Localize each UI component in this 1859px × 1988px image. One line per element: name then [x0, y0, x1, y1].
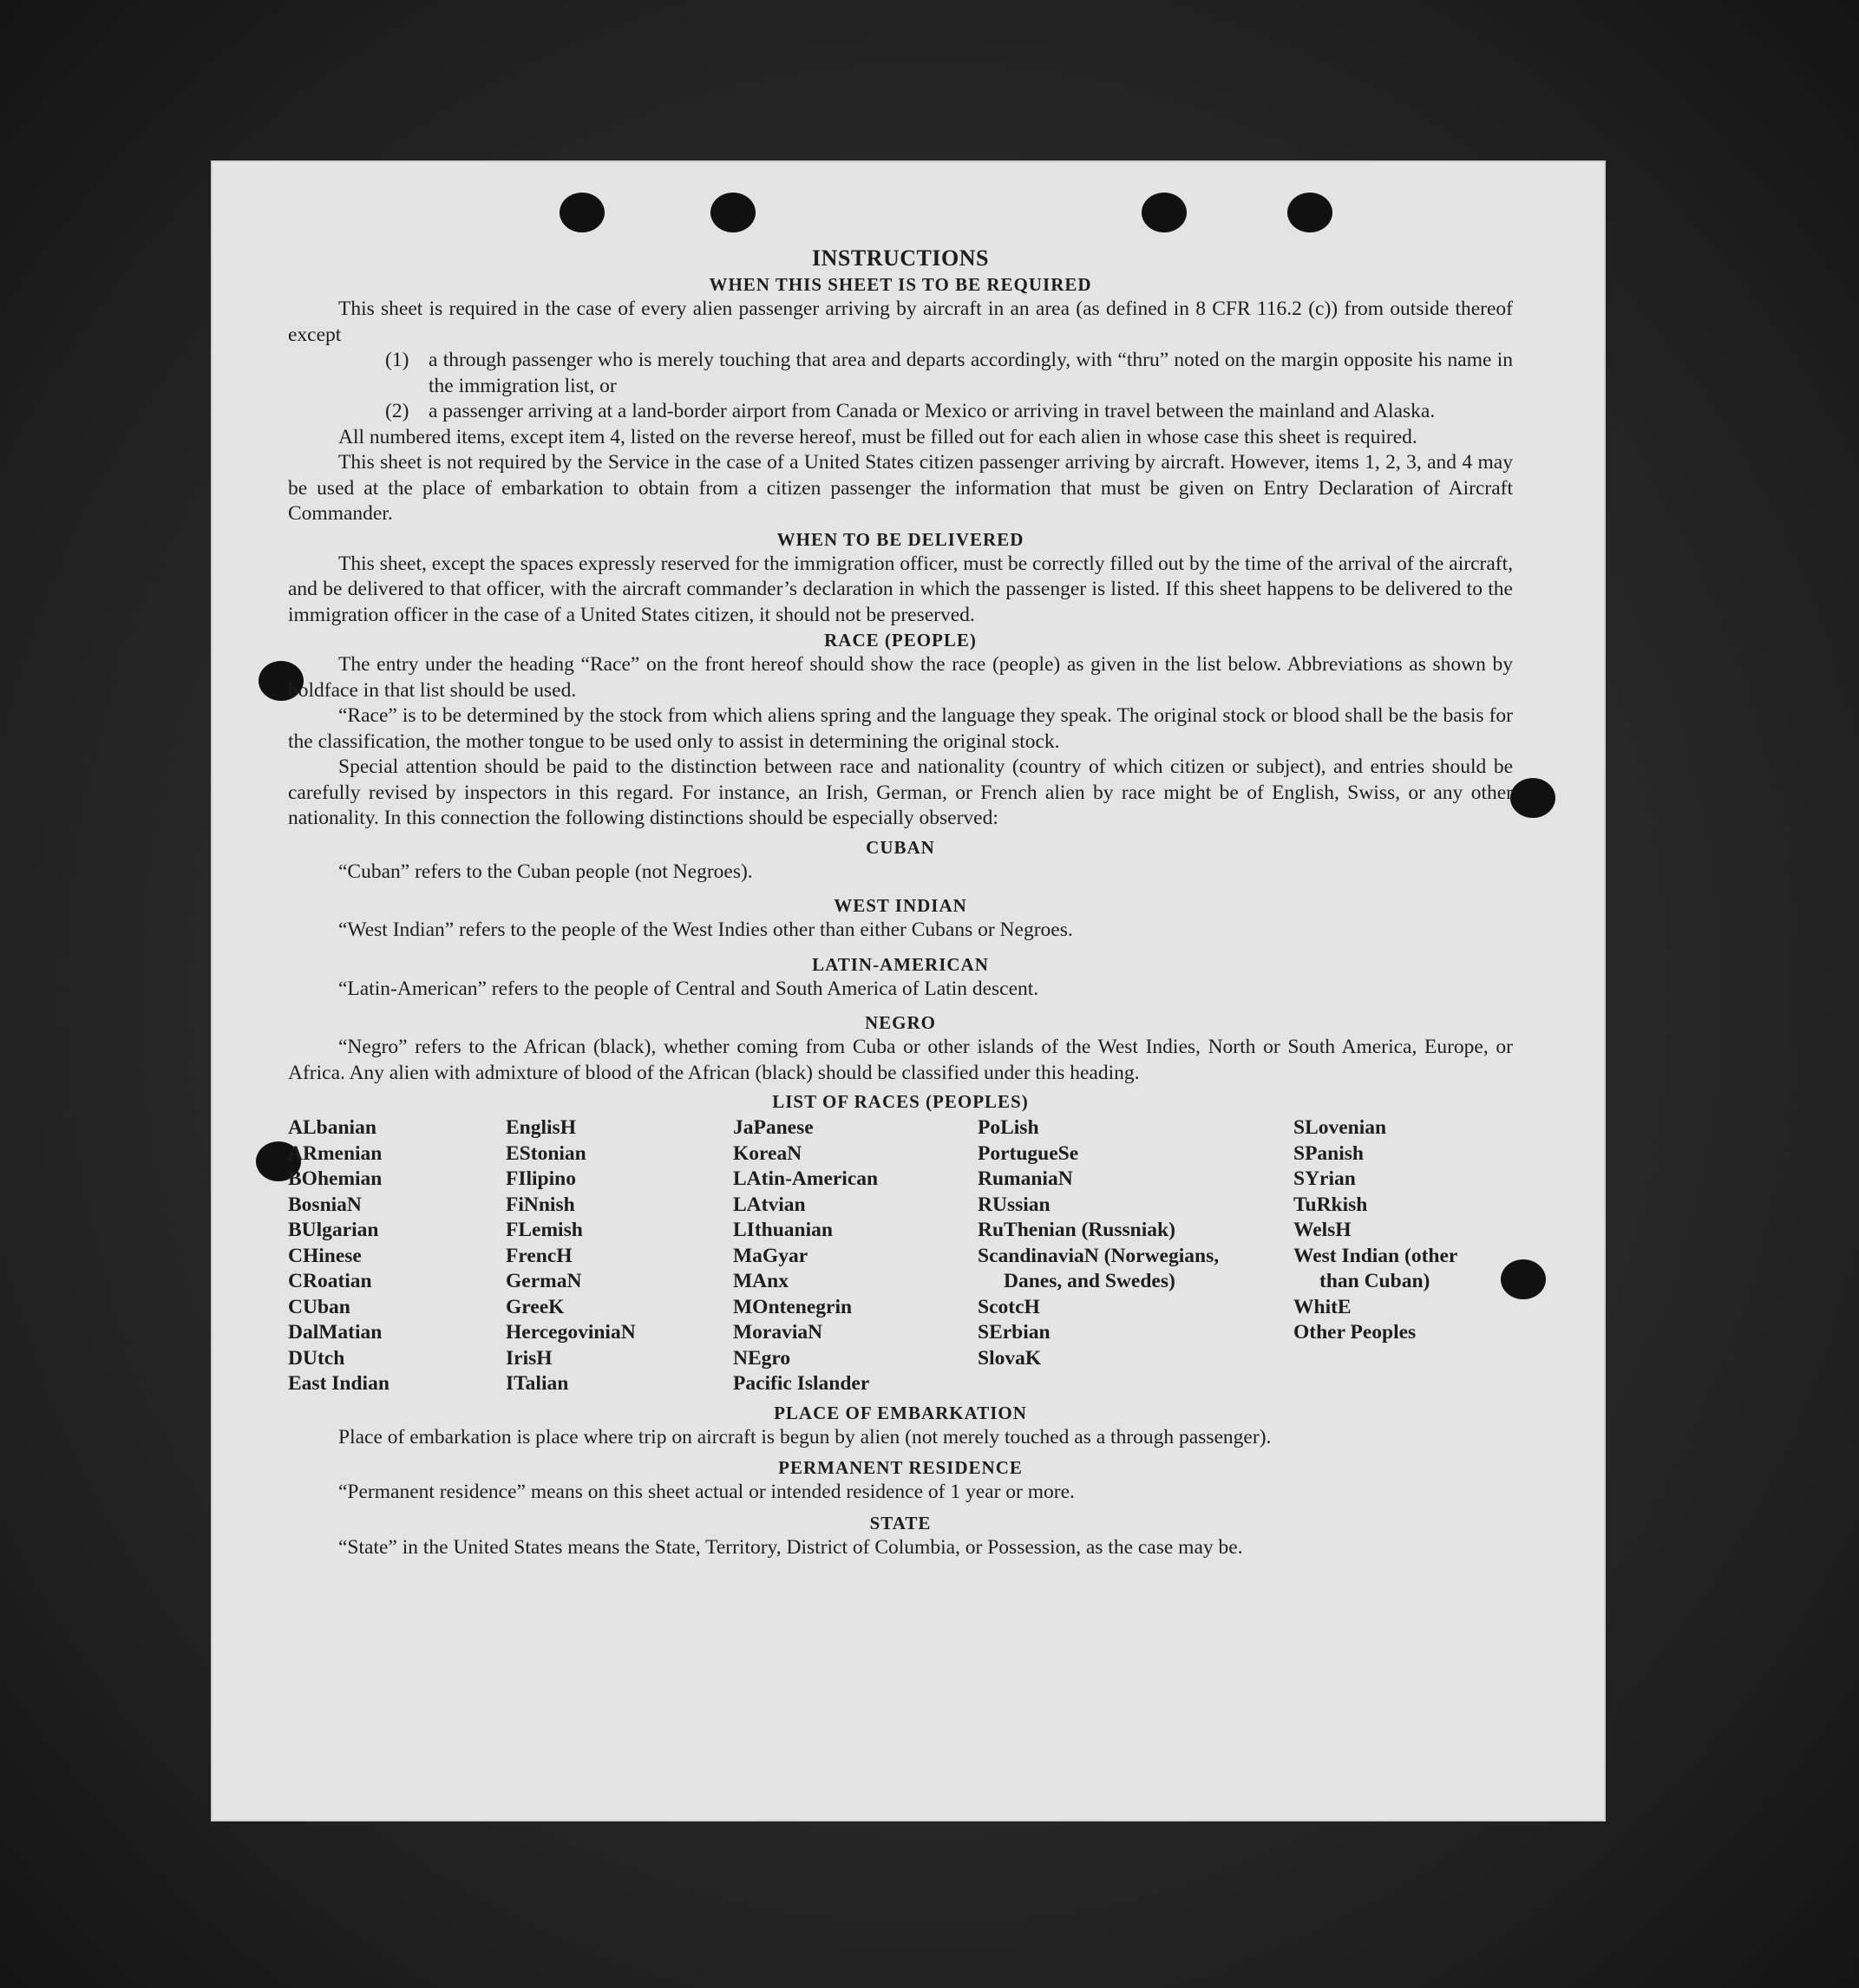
paragraph: “Latin-American” refers to the people of Central and South America of Latin descent.	[338, 977, 1039, 1000]
race-entry: SErbian	[978, 1321, 1051, 1344]
race-entry: FLemish	[506, 1219, 583, 1241]
paragraph: The entry under the heading “Race” on the front hereof should show the race (people) as given in the list below. Abbreviations as shown by boldface in that list should be used.	[288, 653, 1513, 702]
item-number: (1)	[385, 349, 409, 371]
race-entry: BUlgarian	[288, 1219, 379, 1241]
section-heading: PERMANENT RESIDENCE	[778, 1457, 1023, 1478]
race-entry: DUtch	[288, 1346, 345, 1370]
races-column	[978, 1115, 1293, 1397]
race-entry: Other Peoples	[1293, 1321, 1417, 1344]
race-entry: HercegoviniaN	[506, 1321, 636, 1344]
race-entry: PoLish	[978, 1116, 1039, 1139]
race-entry: FIlipino	[506, 1167, 576, 1190]
race-entry: LIthuanian	[733, 1219, 833, 1241]
page-title: INSTRUCTIONS	[812, 245, 989, 271]
race-entry: CRoatian	[288, 1270, 372, 1292]
race-entry: SlovaK	[978, 1346, 1042, 1370]
punch-hole	[1510, 778, 1555, 818]
race-entry: ITalian	[506, 1372, 569, 1395]
race-entry: KoreaN	[733, 1141, 802, 1165]
races-column	[733, 1115, 978, 1397]
punch-hole	[1287, 193, 1332, 232]
section-heading: CUBAN	[866, 836, 935, 858]
paragraph: “West Indian” refers to the people of the West Indies other than either Cubans or Negroes.	[338, 919, 1073, 941]
paragraph: All numbered items, except item 4, listed on the reverse hereof, must be filled out for each alien in whose case this sheet is required.	[338, 425, 1417, 448]
item-text: a through passenger who is merely touching that area and departs accordingly, with “thru” noted on the margin opposite his name in the immigration list, or	[429, 349, 1513, 397]
race-entry: WelsH	[1293, 1219, 1352, 1241]
section-heading: WEST INDIAN	[834, 895, 967, 916]
race-entry: SYrian	[1293, 1167, 1356, 1190]
item-text: a passenger arriving at a land-border airport from Canada or Mexico or arriving in travel between the mainland and Alaska.	[429, 400, 1436, 422]
paragraph: This sheet is required in the case of every alien passenger arriving by aircraft in an area (as defined in 8 CFR 116.2 (c)) from outside thereof except	[288, 298, 1513, 346]
race-entry: WhitE	[1293, 1295, 1352, 1318]
race-entry: FiNnish	[506, 1193, 575, 1216]
race-entry: ScandinaviaN (Norwegians, Danes, and Swedes)	[978, 1244, 1220, 1292]
section-heading: NEGRO	[864, 1012, 936, 1033]
race-entry: PortugueSe	[978, 1141, 1079, 1165]
races-column	[1293, 1115, 1513, 1397]
races-list	[288, 1115, 1513, 1397]
race-entry: Pacific Islander	[733, 1372, 870, 1395]
section-heading: WHEN TO BE DELIVERED	[776, 528, 1024, 550]
race-entry: CUban	[288, 1295, 350, 1318]
section-heading: LIST OF RACES (PEOPLES)	[772, 1091, 1029, 1112]
race-entry: East Indian	[288, 1372, 389, 1395]
race-entry: LAtin-American	[733, 1167, 879, 1190]
paragraph: Special attention should be paid to the distinction between race and nationality (country of which citizen or subject), and entries should be carefully revised by inspectors in this regard. For instance, an Irish, German, or French alien by race might be of English, Swiss, or any other nationality. In this connection the following distinctions should be especially observed:	[288, 755, 1513, 829]
paragraph: “Race” is to be determined by the stock from which aliens spring and the language they speak. The original stock or blood shall be the basis for the classification, the mother tongue to be used only to assist in determining the original stock.	[288, 704, 1513, 753]
race-entry: NEgro	[733, 1346, 791, 1370]
item-number: (2)	[385, 400, 409, 422]
punch-hole	[710, 193, 756, 232]
race-entry: RUssian	[978, 1193, 1051, 1216]
section-heading: STATE	[869, 1512, 932, 1534]
race-entry: ARmenian	[288, 1141, 383, 1165]
race-entry: RumaniaN	[978, 1167, 1073, 1190]
instructions-text	[288, 245, 1513, 1560]
race-entry: MAnx	[733, 1270, 789, 1292]
punch-hole	[560, 193, 605, 232]
race-entry: GreeK	[506, 1295, 565, 1318]
race-entry: West Indian (other than Cuban)	[1293, 1244, 1457, 1292]
race-entry: BOhemian	[288, 1167, 383, 1190]
paragraph: “Negro” refers to the African (black), whether coming from Cuba or other islands of the West Indies, North or South America, Europe, or Africa. Any alien with admixture of blood of the African (black) should be classified under this heading.	[288, 1036, 1513, 1084]
race-entry: IrisH	[506, 1346, 553, 1370]
race-entry: GermaN	[506, 1270, 582, 1292]
paragraph: This sheet, except the spaces expressly reserved for the immigration officer, must be correctly filled out by the time of the arrival of the aircraft, and be delivered to that officer, with the aircraft commander’s declaration in which the passenger is listed. If this sheet happens to be delivered to the immigration officer in the case of a United States citizen, it should not be preserved.	[288, 552, 1513, 626]
races-column	[288, 1115, 506, 1397]
race-entry: RuThenian (Russniak)	[978, 1219, 1175, 1241]
race-entry: SLovenian	[1293, 1116, 1387, 1139]
paragraph: This sheet is not required by the Service in the case of a United States citizen passenger arriving by aircraft. However, items 1, 2, 3, and 4 may be used at the place of embarkation to obtain from a citizen passenger the information that must be given on Entry Declaration of Aircraft Commander.	[288, 451, 1513, 525]
race-entry: JaPanese	[733, 1116, 814, 1139]
races-column	[506, 1115, 733, 1397]
section-heading: RACE (PEOPLE)	[824, 630, 977, 651]
race-entry: BosniaN	[288, 1193, 362, 1216]
list-item	[385, 348, 1513, 399]
paragraph: “Cuban” refers to the Cuban people (not Negroes).	[338, 860, 753, 883]
section-heading: WHEN THIS SHEET IS TO BE REQUIRED	[709, 274, 1092, 295]
race-entry: SPanish	[1293, 1141, 1364, 1165]
punch-hole	[1142, 193, 1187, 232]
section-heading: LATIN-AMERICAN	[812, 953, 989, 975]
race-entry: TuRkish	[1293, 1193, 1368, 1216]
paragraph: “State” in the United States means the State, Territory, District of Columbia, or Possession, as the case may be.	[338, 1535, 1243, 1559]
race-entry: EnglisH	[506, 1116, 576, 1139]
race-entry: DalMatian	[288, 1321, 383, 1344]
race-entry: ScotcH	[978, 1295, 1040, 1318]
race-entry: CHinese	[288, 1244, 362, 1267]
race-entry: MaGyar	[733, 1244, 808, 1267]
race-entry: LAtvian	[733, 1193, 806, 1216]
list-item	[385, 399, 1513, 425]
race-entry: FrencH	[506, 1244, 573, 1267]
race-entry: EStonian	[506, 1141, 586, 1165]
race-entry: ALbanian	[288, 1116, 376, 1139]
race-entry: MoraviaN	[733, 1321, 823, 1344]
section-heading: PLACE OF EMBARKATION	[774, 1402, 1027, 1423]
paragraph: Place of embarkation is place where trip on aircraft is begun by alien (not merely touched as a through passenger).	[338, 1425, 1272, 1448]
race-entry: MOntenegrin	[733, 1295, 853, 1318]
paragraph: “Permanent residence” means on this sheet actual or intended residence of 1 year or more.	[338, 1481, 1075, 1503]
